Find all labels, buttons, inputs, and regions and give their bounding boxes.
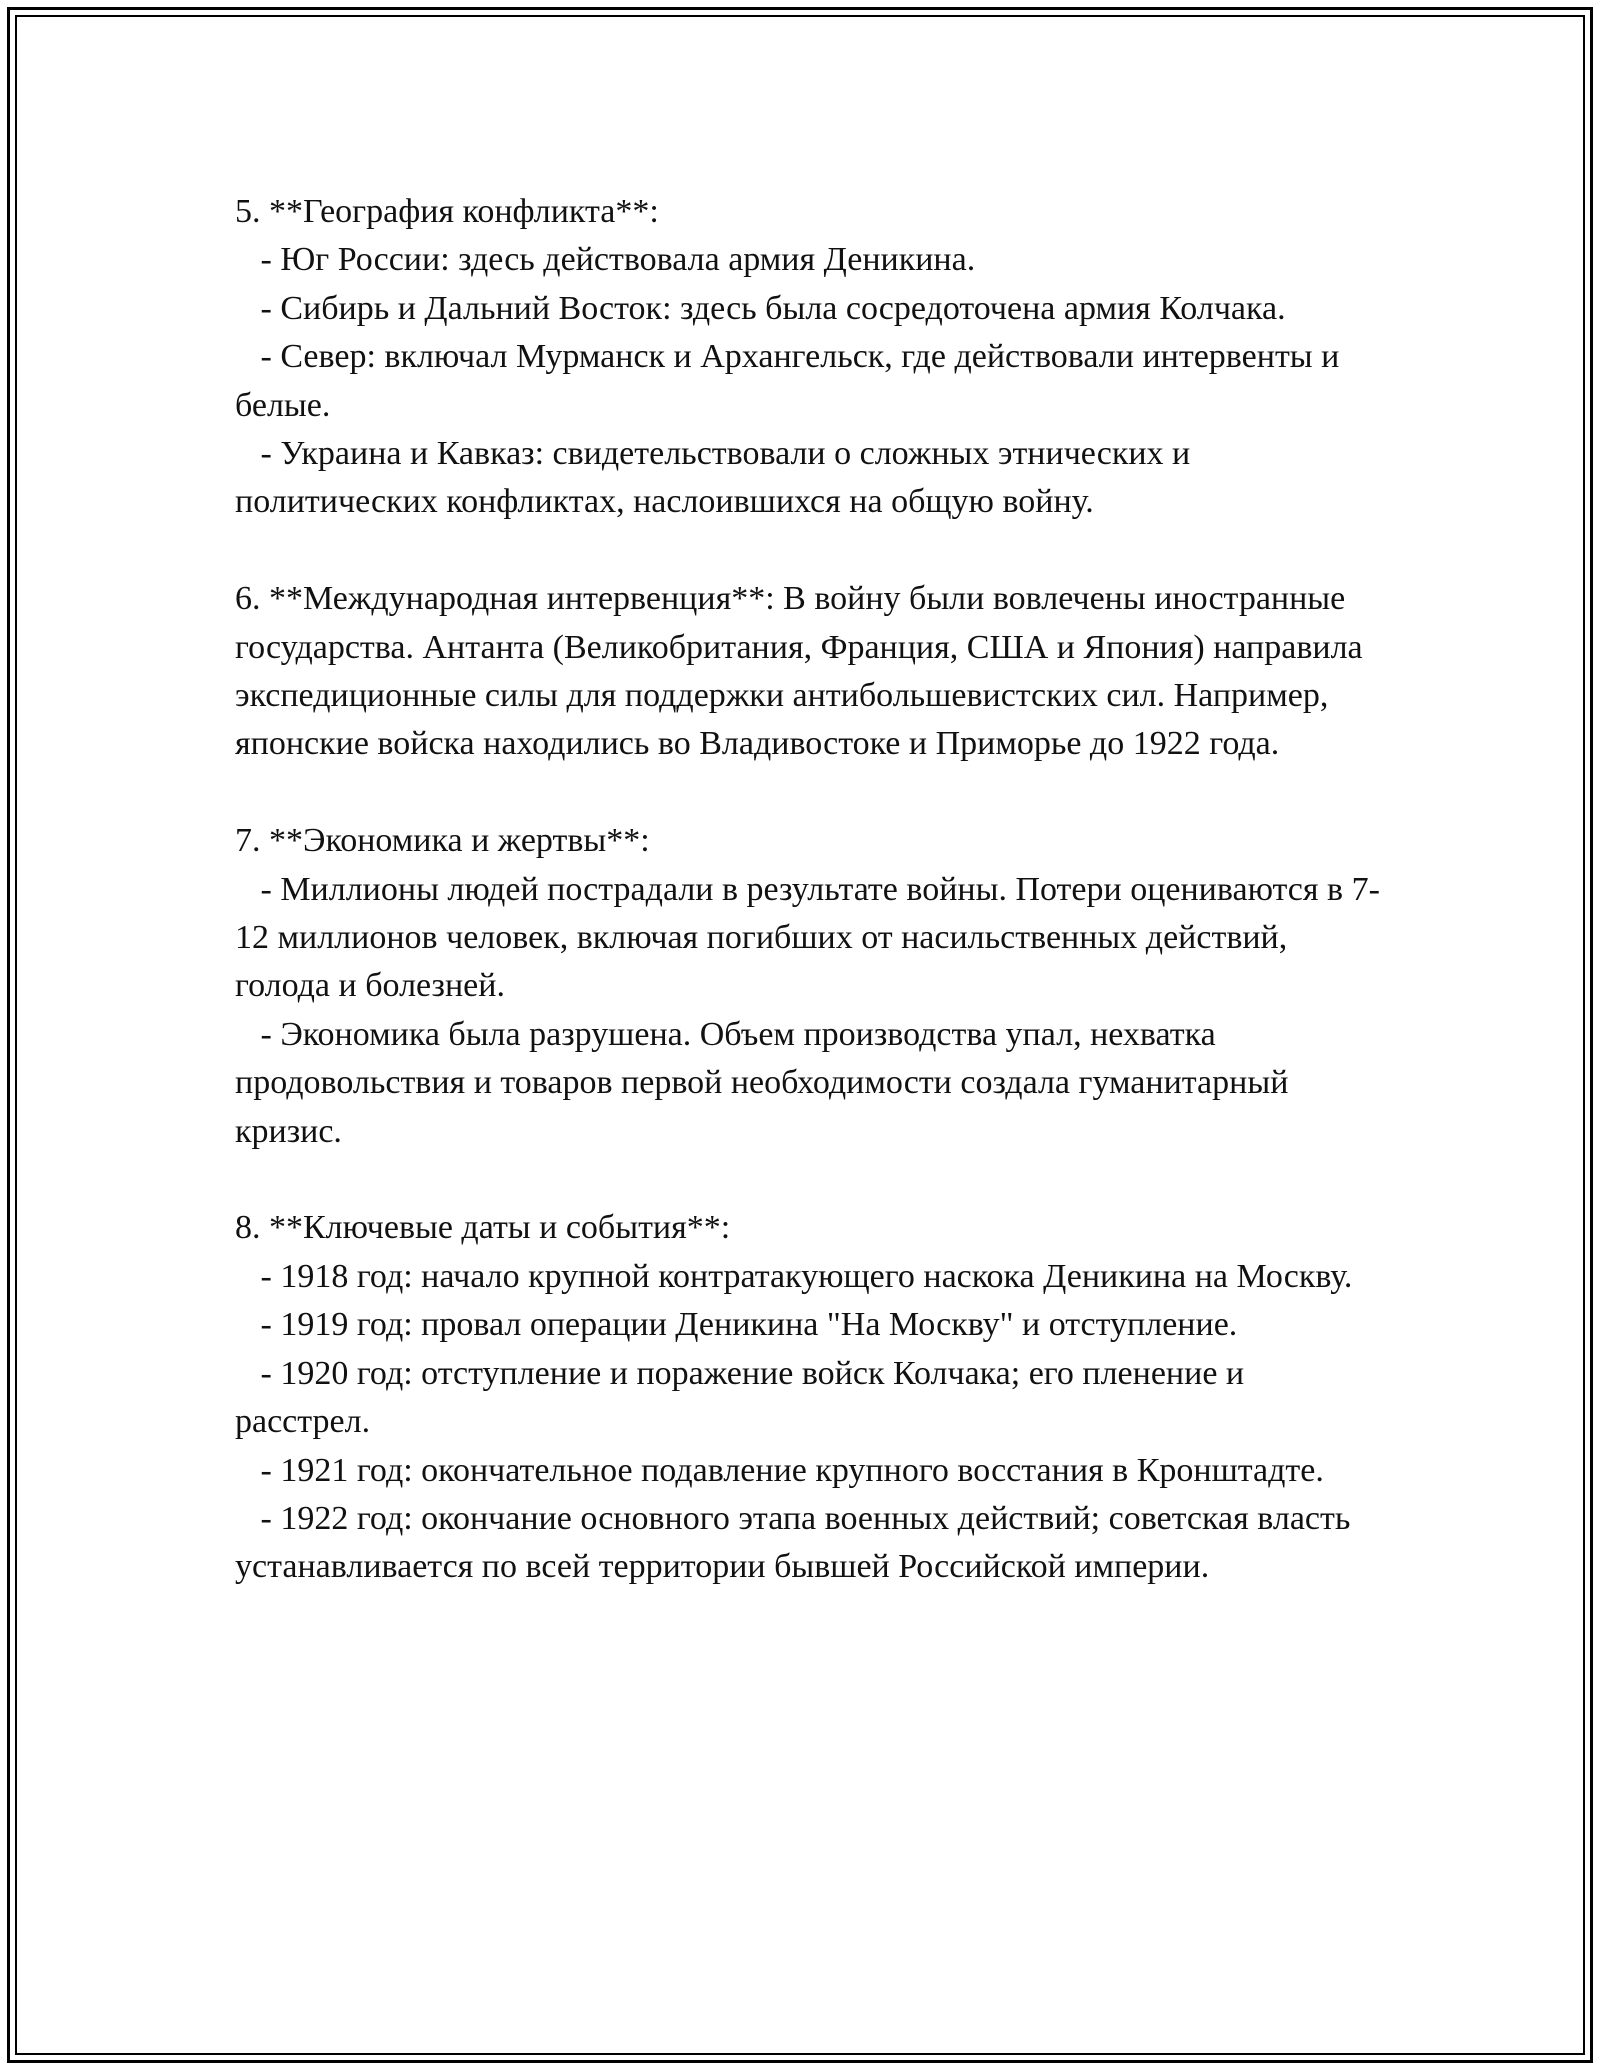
section-intervention <box>235 575 1385 769</box>
section-key-dates <box>235 1204 1385 1591</box>
list-item: - Украина и Кавказ: свидетельствовали о сложных этнических и политических конфликтах, наслоившихся на общую войну. <box>235 435 1199 521</box>
list-item: - Юг России: здесь действовала армия Деникина. <box>235 241 976 279</box>
list-item: - 1922 год: окончание основного этапа военных действий; советская власть устанавливается по всей территории бывшей Российской империи. <box>235 1499 1359 1586</box>
list-item: - 1920 год: отступление и поражение войск Колчака; его пленение и расстрел. <box>235 1354 1253 1441</box>
section-heading: 8. **Ключевые даты и события**: <box>235 1209 731 1247</box>
document-body <box>235 188 1385 1592</box>
list-item: - Сибирь и Дальний Восток: здесь была сосредоточена армия Колчака. <box>235 289 1286 327</box>
section-heading: 6. **Международная интервенция**: В войну были вовлечены иностранные государства. Антанта (Великобритания, Франция, США и Япония) направила экспедиционные силы для поддержки антибольшевистских сил. Например, японские войска находились во Владивостоке и Приморье до 1922 года. <box>235 580 1372 763</box>
section-heading: 7. **Экономика и жертвы**: <box>235 822 650 860</box>
list-item: - Миллионы людей пострадали в результате войны. Потери оцениваются в 7-12 миллионов человек, включая погибших от насильственных действий, голода и болезней. <box>235 870 1380 1005</box>
list-item: - Север: включал Мурманск и Архангельск, где действовали интервенты и белые. <box>235 338 1348 424</box>
list-item: - 1921 год: окончательное подавление крупного восстания в Кронштадте. <box>235 1451 1324 1489</box>
list-item: - Экономика была разрушена. Объем производства упал, нехватка продовольствия и товаров первой необходимости создала гуманитарный кризис. <box>235 1015 1297 1150</box>
section-heading: 5. **География конфликта**: <box>235 193 659 230</box>
section-economy <box>235 817 1385 1156</box>
section-geography <box>235 188 1385 527</box>
list-item: - 1919 год: провал операции Деникина "На Москву" и отступление. <box>235 1306 1238 1344</box>
list-item: - 1918 год: начало крупной контратакующего наскока Деникина на Москву. <box>235 1257 1353 1295</box>
